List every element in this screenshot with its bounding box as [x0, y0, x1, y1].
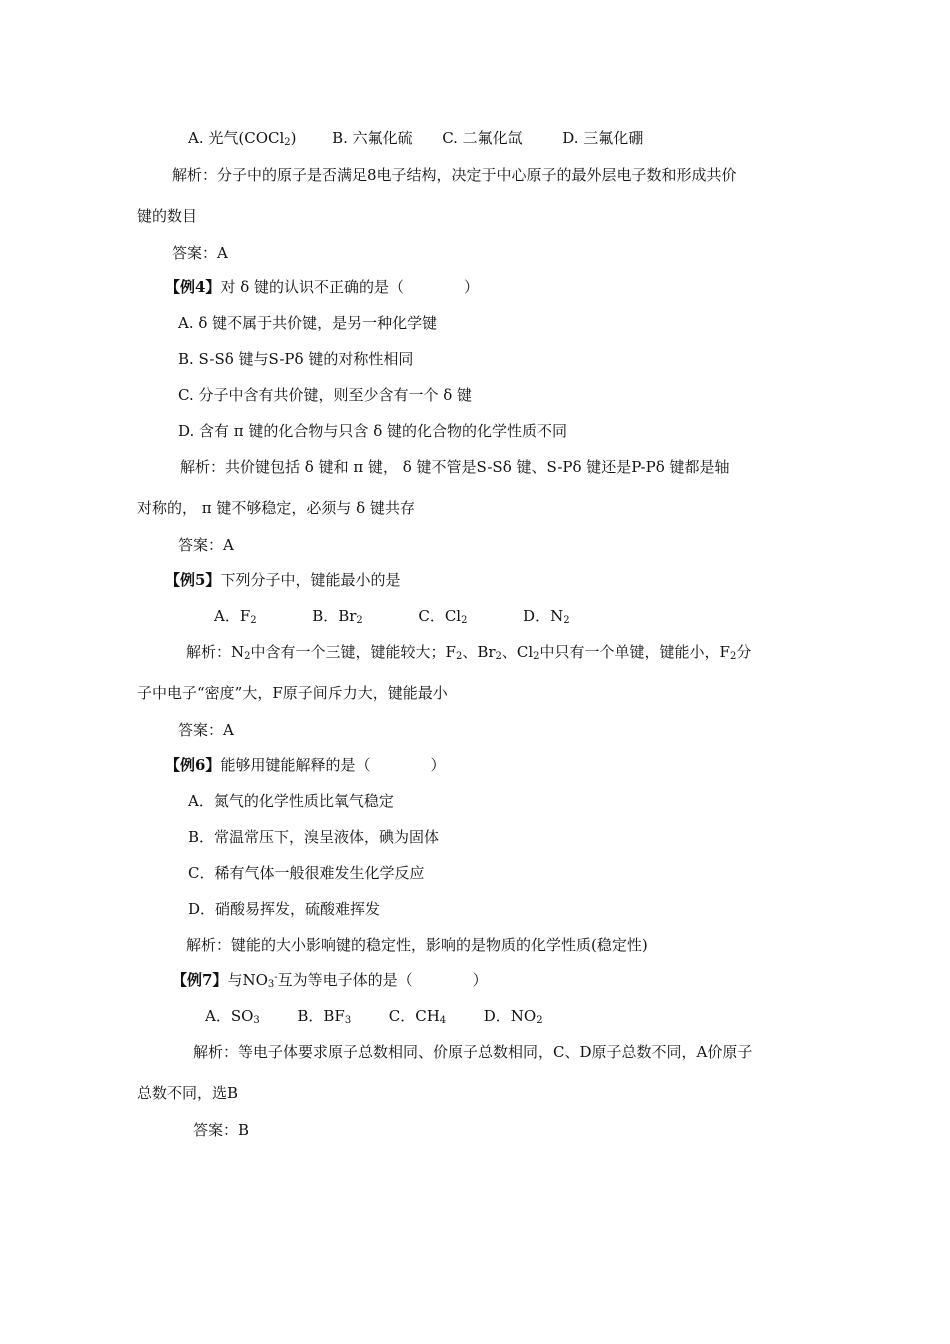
ex6-option-d: D．硝酸易挥发，硫酸难挥发: [188, 900, 381, 918]
ex7-options-row: [205, 1006, 543, 1026]
ex6-tag: 【例6】: [165, 756, 221, 774]
ex3-answer: 答案：A: [172, 244, 228, 262]
ex5-option-d: D．$N_2$: [523, 607, 570, 626]
ex5-answer: 答案：A: [178, 721, 234, 739]
ex6-option-a: A．氮气的化学性质比氧气稳定: [188, 792, 394, 810]
ex5-tag: 【例5】: [165, 571, 221, 589]
ex4-option-d: D. 含有 π 键的化合物与只含 δ 键的化合物的化学性质不同: [178, 422, 567, 440]
ex4-option-b: B. S-Sδ 键与S-Pδ 键的对称性相同: [178, 350, 414, 368]
ex5-options-row: [214, 606, 570, 626]
ex7-tag: 【例7】: [172, 971, 228, 989]
ex7-option-b: B．$BF_3$: [297, 1007, 352, 1026]
ex7-option-c: C．$CH_4$: [388, 1007, 447, 1026]
ex4-analysis-line2: 对称的， π 键不够稳定，必须与 δ 键共存: [137, 499, 415, 517]
ex6-option-c: C．稀有气体一般很难发生化学反应: [188, 864, 425, 882]
ex5-option-a: A．$F_2$: [214, 607, 257, 626]
ex7-analysis-line2: 总数不同，选B: [137, 1084, 239, 1102]
ex5-option-b: B．$Br_2$: [312, 607, 363, 626]
ex4-tag: 【例4】: [165, 278, 221, 296]
ex5-question: 【例5】下列分子中，键能最小的是: [165, 571, 401, 589]
ex3-analysis-line1: 解析：分子中的原子是否满足8电子结构，决定于中心原子的最外层电子数和形成共价: [172, 166, 737, 184]
ex3-analysis-line2: 键的数目: [137, 207, 198, 225]
ex3-option-b: B. 六氟化硫: [332, 129, 413, 147]
ex4-option-a: A. δ 键不属于共价键，是另一种化学键: [178, 314, 438, 332]
ex7-question: 【例7】与$NO_3^-$互为等电子体的是（ ）: [172, 971, 488, 990]
ex6-question: 【例6】能够用键能解释的是（ ）: [165, 756, 446, 774]
ex4-analysis-line1: 解析：共价键包括 δ 键和 π 键， δ 键不管是S-Sδ 键、S-Pδ 键还是P-Pδ 键都是轴: [180, 458, 730, 476]
ex7-option-a: A．$SO_3$: [205, 1007, 260, 1026]
ex7-option-d: D．$NO_2$: [483, 1007, 543, 1026]
ex6-analysis: 解析：键能的大小影响键的稳定性，影响的是物质的化学性质(稳定性): [186, 936, 648, 954]
ex3-option-a: A. 光气(COCl$_2$): [188, 129, 297, 148]
ex4-option-c: C. 分子中含有共价键，则至少含有一个 δ 键: [178, 386, 473, 404]
ex3-options-row: [188, 128, 643, 148]
ex3-option-c: C. 二氟化氙: [442, 129, 523, 147]
ex5-option-c: C．$Cl_2$: [418, 607, 468, 626]
ex5-analysis-line2: 子中电子“密度”大，F原子间斥力大，键能最小: [137, 684, 448, 702]
ex7-answer: 答案：B: [193, 1121, 250, 1139]
ex6-option-b: B．常温常压下，溴呈液体，碘为固体: [188, 828, 440, 846]
ex4-answer: 答案：A: [178, 536, 234, 554]
ex7-analysis-line1: 解析：等电子体要求原子总数相同、价原子总数相同，C、D原子总数不同，A价原子: [193, 1043, 753, 1061]
ex3-option-d: D. 三氟化硼: [562, 129, 644, 147]
ex4-question: 【例4】对 δ 键的认识不正确的是（ ）: [165, 278, 480, 296]
ex5-analysis-line1: 解析：$N_2$中含有一个三键，键能较大；$F_2$、$Br_2$、$Cl_2$中只有一个单键，键能小，$F_2$分: [186, 643, 752, 662]
